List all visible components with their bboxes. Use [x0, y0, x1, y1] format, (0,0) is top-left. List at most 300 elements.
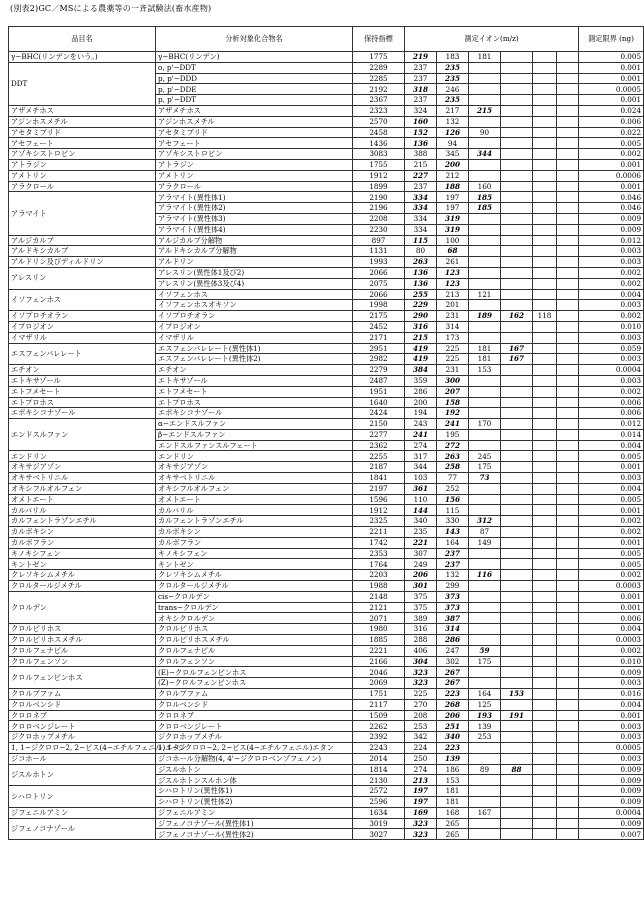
ion-value: 231 — [437, 311, 469, 322]
header-rt: 保持指標 — [353, 27, 405, 52]
ion-value: 156 — [437, 494, 469, 505]
detection-limit: 0.006 — [579, 408, 644, 419]
ion-value: 181 — [469, 354, 501, 365]
ion-value — [533, 807, 557, 818]
detection-limit: 0.001 — [579, 602, 644, 613]
ion-value: 152 — [405, 127, 437, 138]
ion-value — [469, 624, 501, 635]
ion-value — [557, 408, 579, 419]
ion-value — [557, 689, 579, 700]
ion-value — [557, 419, 579, 430]
ion-value — [557, 105, 579, 116]
ion-value — [557, 138, 579, 149]
compound-name: cis−クロルデン — [156, 591, 353, 602]
item-name: エチオン — [9, 365, 156, 376]
item-name: カルボキシン — [9, 527, 156, 538]
compound-name: アセフェート — [156, 138, 353, 149]
ion-value — [501, 645, 533, 656]
detection-limit: 0.014 — [579, 429, 644, 440]
table-row — [9, 505, 644, 516]
ion-value: 153 — [437, 775, 469, 786]
ion-value: 206 — [405, 570, 437, 581]
ion-value — [533, 559, 557, 570]
ion-value: 77 — [437, 473, 469, 484]
ion-value: 314 — [437, 624, 469, 635]
ion-value — [557, 753, 579, 764]
ion-value: 375 — [405, 591, 437, 602]
ion-value — [533, 289, 557, 300]
ion-value: 235 — [405, 527, 437, 538]
ion-value — [557, 807, 579, 818]
item-name: エンドスルファン — [9, 419, 156, 451]
ion-value — [533, 343, 557, 354]
retention-index: 2255 — [353, 451, 405, 462]
ion-value — [557, 311, 579, 322]
table-row — [9, 267, 644, 278]
table-row — [9, 289, 644, 300]
detection-limit: 0.003 — [579, 753, 644, 764]
retention-index: 1436 — [353, 138, 405, 149]
item-name: ジスルホトン — [9, 764, 156, 786]
compound-name: オキサジアゾン — [156, 462, 353, 473]
ion-value — [469, 753, 501, 764]
detection-limit: 0.002 — [579, 516, 644, 527]
retention-index: 1912 — [353, 505, 405, 516]
detection-limit: 0.005 — [579, 548, 644, 559]
table-row — [9, 462, 644, 473]
table-row — [9, 570, 644, 581]
ion-value — [533, 624, 557, 635]
ion-value — [501, 170, 533, 181]
item-name: クロルプファム — [9, 689, 156, 700]
retention-index: 1993 — [353, 257, 405, 268]
retention-index: 3019 — [353, 818, 405, 829]
ion-value — [557, 537, 579, 548]
ion-value — [501, 289, 533, 300]
retention-index: 2230 — [353, 224, 405, 235]
compound-name: イプロジオン — [156, 321, 353, 332]
ion-value — [501, 656, 533, 667]
ion-value — [469, 332, 501, 343]
ion-value — [557, 786, 579, 797]
ion-value — [557, 52, 579, 63]
retention-index: 2277 — [353, 429, 405, 440]
item-name: クロルピリホスメチル — [9, 635, 156, 646]
ion-value — [469, 408, 501, 419]
ion-value: 319 — [437, 213, 469, 224]
compound-name: クロルピリホス — [156, 624, 353, 635]
ion-value — [469, 257, 501, 268]
compound-name: クロルタールジメチル — [156, 581, 353, 592]
detection-limit: 0.001 — [579, 62, 644, 73]
ion-value: 194 — [405, 408, 437, 419]
ion-value — [469, 505, 501, 516]
ion-value: 136 — [405, 278, 437, 289]
ion-value: 231 — [437, 365, 469, 376]
ion-value: 324 — [405, 105, 437, 116]
detection-limit: 0.002 — [579, 149, 644, 160]
ion-value — [533, 635, 557, 646]
retention-index: 2121 — [353, 602, 405, 613]
detection-limit: 0.002 — [579, 278, 644, 289]
item-name: クロルピリホス — [9, 624, 156, 635]
retention-index: 2325 — [353, 516, 405, 527]
ion-value: 263 — [405, 257, 437, 268]
ion-value — [557, 203, 579, 214]
ion-value: 160 — [405, 116, 437, 127]
ion-value: 245 — [469, 451, 501, 462]
ion-value — [557, 354, 579, 365]
compound-name: アジンホスメチル — [156, 116, 353, 127]
table-row — [9, 635, 644, 646]
item-name: クロルタールジメチル — [9, 581, 156, 592]
ion-value — [533, 516, 557, 527]
ion-value — [501, 732, 533, 743]
ion-value — [469, 602, 501, 613]
ion-value: 312 — [469, 516, 501, 527]
ion-value — [533, 116, 557, 127]
ion-value: 237 — [437, 548, 469, 559]
ion-value: 258 — [437, 462, 469, 473]
retention-index: 1640 — [353, 397, 405, 408]
compound-name: カルフェントラゾンエチル — [156, 516, 353, 527]
ion-value: 173 — [437, 332, 469, 343]
ion-value — [557, 483, 579, 494]
ion-value — [469, 429, 501, 440]
retention-index: 1951 — [353, 386, 405, 397]
header-row — [9, 27, 644, 52]
retention-index: 1131 — [353, 246, 405, 257]
ion-value: 319 — [437, 224, 469, 235]
ion-value — [533, 267, 557, 278]
ion-value — [501, 451, 533, 462]
ion-value — [469, 224, 501, 235]
ion-value — [469, 84, 501, 95]
item-name: クロルフェナピル — [9, 645, 156, 656]
retention-index: 2392 — [353, 732, 405, 743]
detection-limit: 0.002 — [579, 527, 644, 538]
ion-value — [557, 494, 579, 505]
ion-value — [501, 321, 533, 332]
ion-value: 185 — [469, 192, 501, 203]
ion-value: 225 — [437, 354, 469, 365]
ion-value — [501, 635, 533, 646]
ion-value — [501, 743, 533, 754]
item-name: クロロネブ — [9, 710, 156, 721]
table-row — [9, 127, 644, 138]
compound-name: カルボフラン — [156, 537, 353, 548]
item-name: イマザリル — [9, 332, 156, 343]
ion-value: 139 — [437, 753, 469, 764]
ion-value — [533, 645, 557, 656]
ion-value — [557, 332, 579, 343]
ion-value — [469, 613, 501, 624]
ion-value — [557, 170, 579, 181]
ion-value: 334 — [405, 203, 437, 214]
table-row — [9, 257, 644, 268]
ion-value — [533, 494, 557, 505]
retention-index: 2069 — [353, 678, 405, 689]
table-row — [9, 419, 644, 430]
ion-value: 323 — [405, 678, 437, 689]
ion-value — [533, 332, 557, 343]
item-name: イソフェンホス — [9, 289, 156, 311]
compound-name: キントゼン — [156, 559, 353, 570]
ion-value: 307 — [405, 548, 437, 559]
ion-value: 223 — [437, 743, 469, 754]
compound-name: エスフェンバレレート(異性体1) — [156, 343, 353, 354]
item-name: キノキシフェン — [9, 548, 156, 559]
ion-value: 123 — [437, 267, 469, 278]
detection-limit: 0.001 — [579, 181, 644, 192]
retention-index: 1841 — [353, 473, 405, 484]
ion-value — [501, 494, 533, 505]
ion-value — [557, 127, 579, 138]
ion-value: 253 — [405, 721, 437, 732]
ion-value — [533, 95, 557, 106]
retention-index: 2075 — [353, 278, 405, 289]
ion-value: 237 — [405, 181, 437, 192]
retention-index: 1912 — [353, 170, 405, 181]
compound-name: オキシクロルデン — [156, 613, 353, 624]
retention-index: 1899 — [353, 181, 405, 192]
compound-name: エトプロホス — [156, 397, 353, 408]
ion-value — [557, 559, 579, 570]
ion-value: 186 — [437, 764, 469, 775]
ion-value — [533, 246, 557, 257]
ion-value — [533, 786, 557, 797]
ion-value: 237 — [405, 95, 437, 106]
item-name: エンドリン — [9, 451, 156, 462]
ion-value: 286 — [437, 635, 469, 646]
ion-value — [533, 796, 557, 807]
ion-value — [533, 462, 557, 473]
ion-value — [469, 494, 501, 505]
ion-value: 223 — [437, 689, 469, 700]
ion-value — [533, 743, 557, 754]
ion-value: 217 — [437, 105, 469, 116]
ion-value — [469, 300, 501, 311]
ion-value: 334 — [405, 192, 437, 203]
ion-value — [501, 203, 533, 214]
ion-value: 200 — [405, 397, 437, 408]
ion-value: 272 — [437, 440, 469, 451]
detection-limit: 0.009 — [579, 224, 644, 235]
compound-name: (Z)−クロルフェンビンホス — [156, 678, 353, 689]
ion-value — [501, 624, 533, 635]
item-name: γ−BHC(リンデンをいう。) — [9, 52, 156, 63]
retention-index: 1634 — [353, 807, 405, 818]
ion-value: 261 — [437, 257, 469, 268]
ion-value: 252 — [437, 483, 469, 494]
compound-name: イソフェンホス — [156, 289, 353, 300]
table-row — [9, 689, 644, 700]
ion-value — [501, 419, 533, 430]
ion-value — [469, 397, 501, 408]
item-name: オキサベトリニル — [9, 473, 156, 484]
ion-value: 342 — [405, 732, 437, 743]
retention-index: 1755 — [353, 159, 405, 170]
detection-limit: 0.009 — [579, 764, 644, 775]
ion-value: 314 — [437, 321, 469, 332]
table-row — [9, 732, 644, 743]
retention-index: 2175 — [353, 311, 405, 322]
item-name: クロルベンシド — [9, 699, 156, 710]
ion-value — [501, 548, 533, 559]
ion-value — [557, 764, 579, 775]
ion-value: 115 — [405, 235, 437, 246]
item-name: アラクロール — [9, 181, 156, 192]
detection-limit: 0.024 — [579, 105, 644, 116]
retention-index: 1885 — [353, 635, 405, 646]
ion-value — [533, 213, 557, 224]
compound-name: クレソキシムメチル — [156, 570, 353, 581]
ion-value — [533, 753, 557, 764]
ion-value: 115 — [437, 505, 469, 516]
retention-index: 2243 — [353, 743, 405, 754]
compound-name: p, p'−DDE — [156, 84, 353, 95]
ion-value — [469, 667, 501, 678]
detection-limit: 0.0005 — [579, 743, 644, 754]
ion-value: 68 — [437, 246, 469, 257]
ion-value — [533, 537, 557, 548]
table-row — [9, 753, 644, 764]
ion-value: 132 — [437, 116, 469, 127]
table-row — [9, 311, 644, 322]
ion-value — [533, 224, 557, 235]
ion-value — [469, 159, 501, 170]
ion-value: 268 — [437, 699, 469, 710]
ion-value — [533, 278, 557, 289]
compound-name: ジフェニルアミン — [156, 807, 353, 818]
ion-value: 330 — [437, 516, 469, 527]
ion-value: 334 — [405, 213, 437, 224]
ion-value — [501, 462, 533, 473]
ion-value — [557, 62, 579, 73]
item-name: アザメチホス — [9, 105, 156, 116]
ion-value: 250 — [405, 753, 437, 764]
ion-value: 181 — [469, 343, 501, 354]
retention-index: 2203 — [353, 570, 405, 581]
compound-name: ジコホール分解物(4, 4'−ジクロロベンゾフェノン) — [156, 753, 353, 764]
ion-value: 270 — [405, 699, 437, 710]
ion-value: 265 — [437, 829, 469, 840]
item-name: オキシフルオルフェン — [9, 483, 156, 494]
ion-value — [469, 786, 501, 797]
ion-value — [469, 116, 501, 127]
ion-value — [533, 721, 557, 732]
ion-value — [501, 807, 533, 818]
ion-value: 243 — [405, 419, 437, 430]
detection-limit: 0.003 — [579, 354, 644, 365]
ion-value — [469, 581, 501, 592]
ion-value — [557, 159, 579, 170]
item-name: クロルフェンビンホス — [9, 667, 156, 689]
ion-value — [501, 105, 533, 116]
ion-value: 132 — [437, 570, 469, 581]
table-row — [9, 527, 644, 538]
ion-value — [469, 235, 501, 246]
ion-value — [469, 278, 501, 289]
ion-value — [557, 473, 579, 484]
item-name: クロルデン — [9, 591, 156, 623]
ion-value — [501, 775, 533, 786]
detection-limit: 0.009 — [579, 775, 644, 786]
ion-value — [533, 505, 557, 516]
ion-value: 88 — [501, 764, 533, 775]
ion-value — [469, 559, 501, 570]
ion-value: 241 — [437, 419, 469, 430]
item-name: ジコホール — [9, 753, 156, 764]
table-row — [9, 386, 644, 397]
retention-index: 2117 — [353, 699, 405, 710]
ion-value — [557, 181, 579, 192]
table-row — [9, 105, 644, 116]
detection-limit: 0.0003 — [579, 635, 644, 646]
ion-value: 197 — [405, 786, 437, 797]
ion-value: 388 — [405, 149, 437, 160]
ion-value: 136 — [405, 138, 437, 149]
compound-name: シハロトリン(異性体2) — [156, 796, 353, 807]
ion-value — [533, 105, 557, 116]
ion-value: 227 — [405, 170, 437, 181]
item-name: ジフェニルアミン — [9, 807, 156, 818]
detection-limit: 0.007 — [579, 829, 644, 840]
ion-value — [501, 613, 533, 624]
compound-name: アラマイト(異性体1) — [156, 192, 353, 203]
table-row — [9, 548, 644, 559]
ion-value — [501, 84, 533, 95]
compound-name: カルバリル — [156, 505, 353, 516]
ion-value: 255 — [405, 289, 437, 300]
ion-value — [533, 52, 557, 63]
detection-limit: 0.006 — [579, 613, 644, 624]
ion-value — [557, 602, 579, 613]
detection-limit: 0.009 — [579, 796, 644, 807]
ion-value — [533, 548, 557, 559]
detection-limit: 0.005 — [579, 559, 644, 570]
table-row — [9, 181, 644, 192]
ion-value — [501, 257, 533, 268]
ion-value: 237 — [437, 559, 469, 570]
ion-value: 94 — [437, 138, 469, 149]
ion-value — [533, 829, 557, 840]
ion-value — [469, 375, 501, 386]
ion-value — [533, 300, 557, 311]
ion-value: 235 — [437, 62, 469, 73]
retention-index: 2150 — [353, 419, 405, 430]
compound-name: ジフェノコナゾール(異性体1) — [156, 818, 353, 829]
item-name: オメトエート — [9, 494, 156, 505]
compound-name: オキシフルオルフェン — [156, 483, 353, 494]
ion-value — [501, 559, 533, 570]
ion-value: 188 — [437, 181, 469, 192]
ion-value — [533, 235, 557, 246]
ion-value — [557, 505, 579, 516]
table-row — [9, 516, 644, 527]
detection-limit: 0.003 — [579, 300, 644, 311]
ion-value — [501, 570, 533, 581]
ion-value — [533, 257, 557, 268]
item-name: アセタミプリド — [9, 127, 156, 138]
detection-limit: 0.046 — [579, 203, 644, 214]
item-name: キントゼン — [9, 559, 156, 570]
compound-name: p, p'−DDT — [156, 95, 353, 106]
ion-value — [501, 386, 533, 397]
detection-limit: 0.003 — [579, 473, 644, 484]
detection-limit: 0.004 — [579, 483, 644, 494]
ion-value: 340 — [437, 732, 469, 743]
